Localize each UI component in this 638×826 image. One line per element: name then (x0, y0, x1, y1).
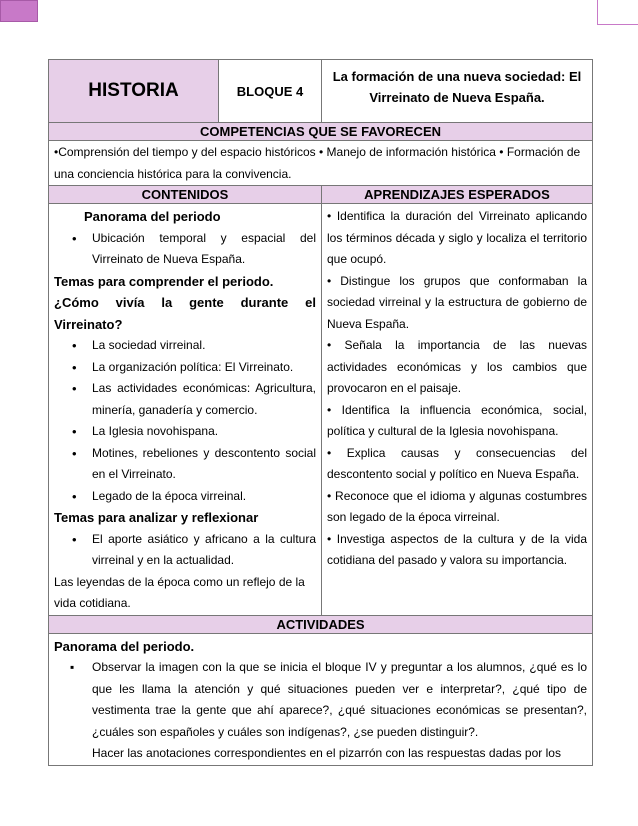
corner-decoration-right (597, 0, 638, 25)
actividades-list (54, 657, 587, 765)
actividades-section-title: Panorama del periodo. (54, 638, 195, 654)
actividades-heading: ACTIVIDADES (49, 615, 593, 633)
list-item: • Las actividades económicas: Agricultura, minería, ganadería y comercio. (92, 378, 316, 421)
list-item: • Legado de la época virreinal. (92, 486, 316, 508)
competencias-heading: COMPETENCIAS QUE SE FAVORECEN (49, 123, 593, 141)
leyendas-text: Las leyendas de la época como un reflejo de la vida cotidiana. (54, 574, 305, 610)
list-item: ▪ Observar la imagen con la que se inicia el bloque IV y preguntar a los alumnos, ¿qué es lo que les llama la atención y qué situaciones pueden ver e interpretar?, ¿qué tipo de vestimenta trae la gente que ahí aparece?, ¿qué situaciones económicas se presentan?, ¿cuáles son españoles y cuáles son indígenas?, ¿se pueden distinguir?. (92, 657, 587, 743)
list-item: • La organización política: El Virreinato. (92, 357, 316, 379)
aprendizajes-cell (322, 204, 593, 616)
list-item: • Ubicación temporal y espacial del Virreinato de Nueva España. (92, 228, 316, 271)
comprender-list (54, 335, 316, 507)
competencias-text: •Comprensión del tiempo y del espacio históricos • Manejo de información histórica • Formación de una conciencia histórica para la convivencia. (49, 141, 593, 186)
header-row (49, 60, 593, 123)
list-item: • Motines, rebeliones y descontento social en el Virreinato. (92, 443, 316, 486)
list-item: • La sociedad virreinal. (92, 335, 316, 357)
aprendizaje-item: • Distingue los grupos que conformaban la sociedad virreinal y la estructura de gobierno de Nueva España. (327, 273, 587, 331)
actividades-cell (49, 633, 593, 765)
block-title: La formación de una nueva sociedad: El Virreinato de Nueva España. (322, 60, 593, 123)
temas-comprender: Temas para comprender el periodo. (54, 273, 274, 289)
list-item: • La Iglesia novohispana. (92, 421, 316, 443)
aprendizajes-heading: APRENDIZAJES ESPERADOS (322, 186, 593, 204)
corner-decoration-left (0, 0, 38, 22)
subject-title: HISTORIA (49, 60, 219, 123)
list-item: • El aporte asiático y africano a la cultura virreinal y en la actualidad. (92, 529, 316, 572)
panorama-title: Panorama del periodo (84, 209, 221, 224)
analizar-list (54, 529, 316, 572)
pregunta-title: ¿Cómo vivía la gente durante el Virreinato? (54, 295, 316, 332)
contenidos-heading: CONTENIDOS (49, 186, 322, 204)
planning-table (48, 59, 593, 766)
aprendizaje-item: • Identifica la influencia económica, social, política y cultural de la Iglesia novohispana. (327, 402, 587, 438)
bloque-label: BLOQUE 4 (219, 60, 322, 123)
list-item: ▪ Hacer las anotaciones correspondientes en el pizarrón con las respuestas dadas por los (92, 743, 587, 765)
panorama-list (54, 228, 316, 271)
aprendizaje-item: • Identifica la duración del Virreinato aplicando los términos década y siglo y localiza el territorio que ocupó. (327, 209, 587, 266)
aprendizaje-item: • Reconoce que el idioma y algunas costumbres son legado de la época virreinal. (327, 488, 587, 524)
aprendizaje-item: • Señala la importancia de las nuevas actividades económicas y los cambios que provocaron en el paisaje. (327, 338, 587, 395)
temas-analizar: Temas para analizar y reflexionar (54, 510, 259, 525)
contenidos-cell (49, 204, 322, 616)
aprendizaje-item: • Investiga aspectos de la cultura y de la vida cotidiana del pasado y valora su importancia. (327, 531, 587, 567)
aprendizaje-item: • Explica causas y consecuencias del descontento social y político en Nueva España. (327, 445, 587, 481)
